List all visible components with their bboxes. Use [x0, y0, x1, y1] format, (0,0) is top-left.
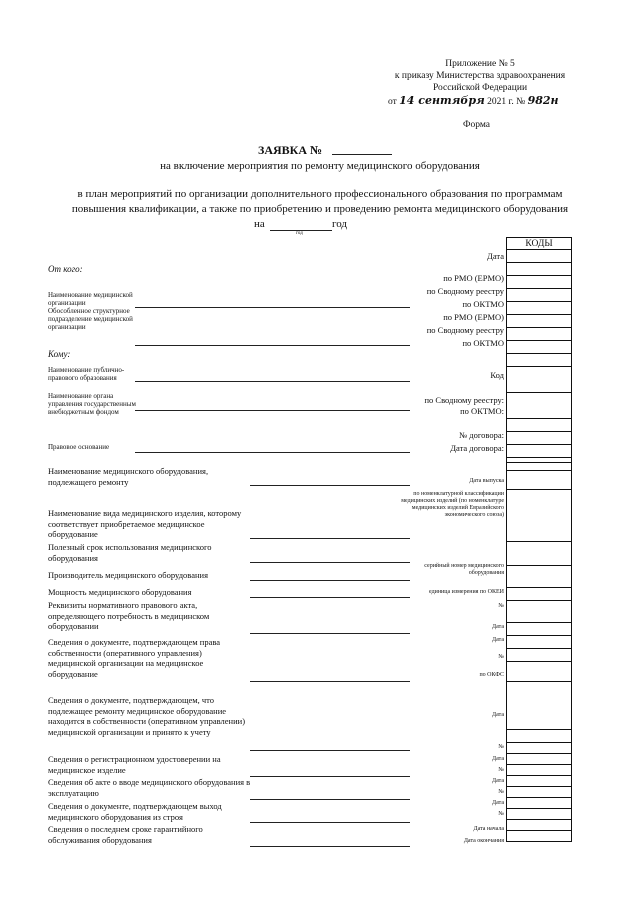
label-rmo-2: по РМО (ЕРМО) — [443, 312, 504, 322]
label-release-date: Дата выпуска — [469, 478, 504, 484]
handwritten-date: 14 сентября — [399, 94, 485, 107]
code-cell[interactable] — [507, 601, 572, 623]
code-cell[interactable] — [507, 798, 572, 809]
order-date-line — [388, 94, 559, 107]
code-cell[interactable] — [507, 354, 572, 367]
date-prefix: от — [388, 97, 397, 107]
label-med-org: Наименование медицинской организации — [48, 291, 133, 307]
label-oktmo-2: по ОКТМО — [462, 338, 504, 348]
field-ownership-document: Сведения о документе, подтверждающем права собственности (оперативного управления) медицинской организации на медицинское оборудование — [48, 637, 221, 679]
codes-table-bottom — [506, 462, 572, 842]
field-repair-ownership-document: Сведения о документе, подтверждающем, что подлежащее ремонту медицинское оборудование находится в собственности (оперативном управлении) медицинской организации и принято к учету — [48, 695, 246, 737]
label-start-date: Дата начала — [473, 826, 504, 832]
code-cell[interactable] — [507, 765, 572, 776]
label-date-5: Дата — [492, 778, 504, 784]
field-device-type: Наименование вида медицинского изделия, которому соответствует приобретаемое медицинское оборудование — [48, 508, 242, 539]
year-caption: год — [296, 231, 303, 236]
code-cell[interactable] — [507, 341, 572, 354]
year-prefix: на — [254, 218, 265, 230]
label-contract-date: Дата договора: — [450, 443, 504, 453]
code-cell[interactable] — [507, 730, 572, 743]
code-cell[interactable] — [507, 809, 572, 820]
page-title: ЗАЯВКА № — [258, 143, 323, 157]
label-num-5: № — [498, 789, 504, 795]
field-registration-certificate: Сведения о регистрационном удостоверении на медицинское изделие — [48, 754, 221, 775]
to-label: Кому: — [48, 349, 71, 359]
code-cell[interactable] — [507, 490, 572, 542]
label-public-entity: Наименование публично-правового образования — [48, 366, 125, 382]
code-cell[interactable] — [507, 754, 572, 765]
code-cell[interactable] — [507, 393, 572, 419]
label-subdivision: Обособленное структурное подразделение медицинской организации — [48, 307, 133, 331]
code-cell[interactable] — [507, 289, 572, 302]
order-reference: к приказу Министерства здравоохранения — [394, 71, 566, 81]
label-end-date: Дата окончания — [463, 838, 504, 844]
label-okei: единица измерения по ОКЕИ — [429, 589, 504, 595]
label-date-3: Дата — [492, 712, 504, 718]
handwritten-number: 982н — [527, 94, 559, 107]
code-cell[interactable] — [507, 276, 572, 289]
code-cell[interactable] — [507, 432, 572, 445]
code-cell[interactable] — [507, 445, 572, 458]
code-cell[interactable] — [507, 820, 572, 831]
code-cell[interactable] — [507, 743, 572, 754]
label-num-1: № — [498, 603, 504, 609]
plan-line-1: в план мероприятий по организации дополнительного профессионального образования по программам — [77, 188, 563, 200]
code-cell[interactable] — [507, 250, 572, 263]
label-date-6: Дата — [492, 800, 504, 806]
codes-header: КОДЫ — [506, 237, 572, 250]
label-rmo-1: по РМО (ЕРМО) — [443, 273, 504, 283]
label-contract-number: № договора: — [459, 430, 504, 440]
code-cell[interactable] — [507, 463, 572, 490]
label-svod-1: по Сводному реестру — [426, 286, 504, 296]
field-normative-act: Реквизиты нормативного правового акта, определяющего потребность в медицинском оборудовании — [48, 600, 210, 631]
label-date-2: Дата — [492, 637, 504, 643]
field-warranty: Сведения о последнем сроке гарантийного обслуживания оборудования — [48, 824, 203, 845]
year-suffix: год — [332, 218, 348, 230]
label-num-4: № — [498, 767, 504, 773]
code-cell[interactable] — [507, 636, 572, 649]
federation-label: Российской Федерации — [432, 83, 528, 93]
page-subtitle: на включение мероприятия по ремонту медицинского оборудования — [160, 160, 480, 172]
label-kod: Код — [490, 370, 504, 380]
code-cell[interactable] — [507, 566, 572, 588]
code-cell[interactable] — [507, 649, 572, 662]
label-num-6: № — [498, 811, 504, 817]
code-cell[interactable] — [507, 263, 572, 276]
appendix-number: Приложение № 5 — [445, 59, 515, 69]
label-oktmo-1: по ОКТМО — [462, 299, 504, 309]
label-oktmo-3: по ОКТМО: — [460, 406, 504, 416]
code-cell[interactable] — [507, 623, 572, 636]
field-manufacturer: Производитель медицинского оборудования — [48, 570, 208, 580]
label-svod-2: по Сводному реестру — [426, 325, 504, 335]
code-cell[interactable] — [507, 682, 572, 730]
label-serial: серийный номер медицинского оборудования — [424, 563, 504, 576]
order-year: 2021 г. № — [487, 97, 526, 107]
code-cell[interactable] — [507, 302, 572, 315]
label-nomenclature: по номенклатурной классификации медицинских изделий (по номенклатуре медицинских изделий Евразийского экономического союза) — [401, 491, 504, 518]
label-num-3: № — [498, 744, 504, 750]
code-cell[interactable] — [507, 328, 572, 341]
from-label: От кого: — [48, 264, 83, 274]
field-failure-document: Сведения о документе, подтверждающем выход медицинского оборудования из строя — [48, 801, 222, 822]
form-label: Форма — [463, 120, 491, 130]
label-date: Дата — [487, 251, 504, 261]
code-cell[interactable] — [507, 419, 572, 432]
code-cell[interactable] — [507, 831, 572, 842]
label-okfs: по ОКФС — [479, 672, 504, 678]
code-cell[interactable] — [507, 315, 572, 328]
code-cell[interactable] — [507, 542, 572, 566]
plan-line-2: повышения квалификации, а также по приобретению и проведению ремонта медицинского оборудования — [71, 203, 569, 215]
label-svod-3: по Сводному реестру: — [424, 395, 504, 405]
codes-table-top — [506, 249, 572, 471]
label-num-2: № — [498, 654, 504, 660]
label-date-1: Дата — [492, 624, 504, 630]
label-legal-basis: Правовое основание — [48, 443, 110, 451]
code-cell[interactable] — [507, 367, 572, 393]
code-cell[interactable] — [507, 776, 572, 787]
field-useful-life: Полезный срок использования медицинского оборудования — [48, 542, 212, 563]
code-cell[interactable] — [507, 588, 572, 601]
label-fund-authority: Наименование органа управления государственным внебюджетным фондом — [48, 392, 136, 416]
field-equipment-name: Наименование медицинского оборудования, подлежащего ремонту — [48, 466, 209, 487]
code-cell[interactable] — [507, 787, 572, 798]
code-cell[interactable] — [507, 662, 572, 682]
field-commissioning-act: Сведения об акте о вводе медицинского оборудования в эксплуатацию — [48, 777, 251, 798]
field-power: Мощность медицинского оборудования — [48, 587, 192, 597]
label-date-4: Дата — [492, 756, 504, 762]
